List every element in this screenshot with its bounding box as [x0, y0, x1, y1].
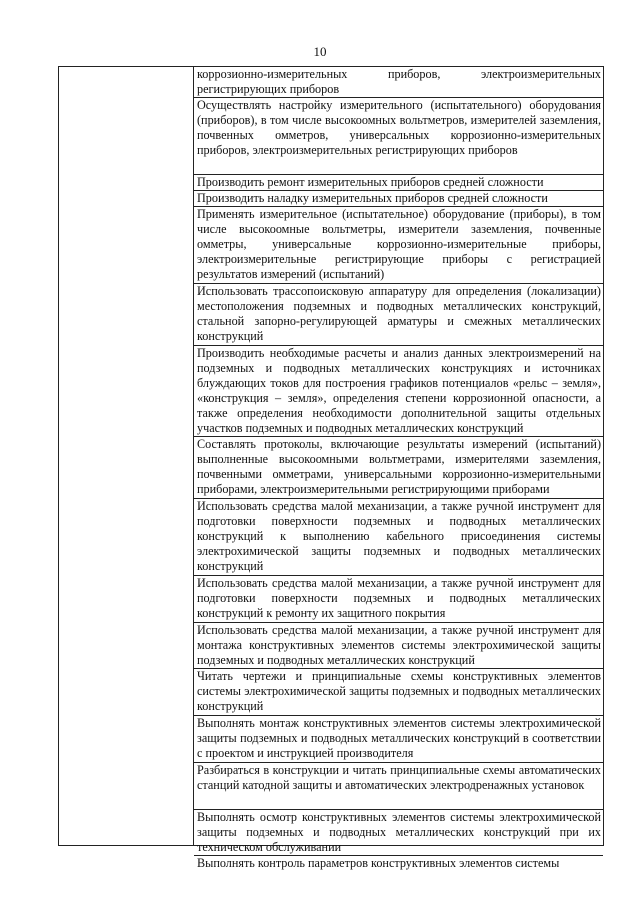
table-right-column	[194, 67, 603, 870]
table-row: Использовать средства малой механизации, а также ручной инструмент для подготовки поверхности подземных и подводных металлических конструкций к ремонту их защитного покрытия	[194, 576, 603, 623]
table-row: Производить ремонт измерительных приборов средней сложности	[194, 175, 603, 191]
table-row: Использовать трассопоисковую аппаратуру для определения (локализации) местоположения подземных и подводных металлических конструкций, стальной запорно-регулирующей арматуры и смежных металлических конструкций	[194, 284, 603, 346]
table-row: Производить необходимые расчеты и анализ данных электроизмерений на подземных и подводных металлических конструкциях и источниках блуждающих токов для построения графиков потенциалов «рельс – земля», «конструкция – земля», определения степени коррозионной опасности, а также определения необходимости дополнительной защиты отдельных участков подземных и подводных металлических конструкций	[194, 346, 603, 437]
table-row: Выполнять монтаж конструктивных элементов системы электрохимической защиты подземных и подводных металлических конструкций в соответствии с проектом и инструкцией производителя	[194, 716, 603, 763]
skills-table	[58, 66, 604, 870]
table-row: Использовать средства малой механизации, а также ручной инструмент для монтажа конструктивных элементов системы электрохимической защиты подземных и подводных металлических конструкций	[194, 623, 603, 669]
table-row: Читать чертежи и принципиальные схемы конструктивных элементов системы электрохимической защиты подземных и подводных металлических конструкций	[194, 669, 603, 716]
page-number: 10	[313, 44, 327, 59]
table-row: Применять измерительное (испытательное) оборудование (приборы), в том числе высокоомные вольтметры, измерители заземления, почвенные омметры, универсальные коррозионно-измерительные приборы, электроизмерительные регистрирующие приборы с регистрацией результатов измерений (испытаний)	[194, 207, 603, 284]
table-row: Составлять протоколы, включающие результаты измерений (испытаний) выполненные высокоомными вольтметрами, измерителями заземления, почвенными омметрами, универсальными коррозионно-измерительными приборами, электроизмерительными регистрирующими приборами	[194, 437, 603, 499]
table-row: Осуществлять настройку измерительного (испытательного) оборудования (приборов), в том числе высокоомных вольтметров, измерителей заземления, почвенных омметров, универсальных коррозионно-измерительных приборов, электроизмерительных регистрирующих приборов	[194, 98, 603, 175]
table-left-column	[59, 67, 194, 845]
table-row: Производить наладку измерительных приборов средней сложности	[194, 191, 603, 207]
table-row: Разбираться в конструкции и читать принципиальные схемы автоматических станций катодной защиты и автоматических электродренажных установок	[194, 763, 603, 810]
table-row: Выполнять осмотр конструктивных элементов системы электрохимической защиты подземных и подводных металлических конструкций при их техническом обслуживании	[194, 810, 603, 856]
table-row: Выполнять контроль параметров конструктивных элементов системы	[197, 856, 560, 870]
table-row: коррозионно-измерительных приборов, электроизмерительных регистрирующих приборов	[194, 67, 603, 98]
table-row: Использовать средства малой механизации, а также ручной инструмент для подготовки поверхности подземных и подводных металлических конструкций к выполнению кабельного присоединения системы электрохимической защиты подземных и подводных металлических конструкций	[194, 499, 603, 576]
